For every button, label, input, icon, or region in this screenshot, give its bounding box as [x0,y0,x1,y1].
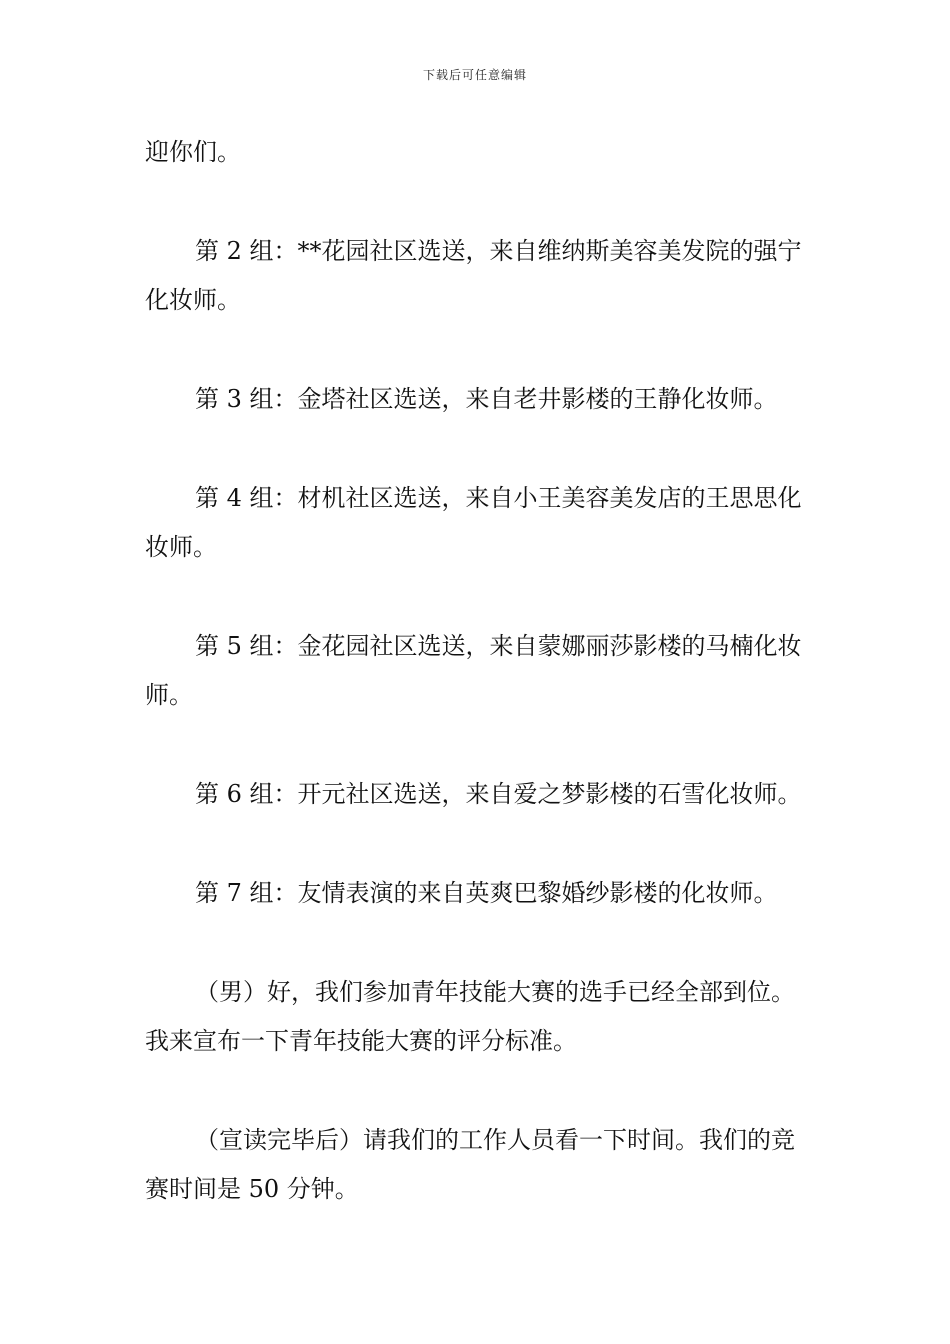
document-body [145,128,810,1264]
page-header-note: 下载后可任意编辑 [422,68,527,82]
paragraph-group-4: 第 4 组：材机社区选送，来自小王美容美发店的王思思化妆师。 [145,484,802,561]
paragraph-group-2: 第 2 组：**花园社区选送，来自维纳斯美容美发院的强宁化妆师。 [145,237,802,314]
paragraph-group-3: 第 3 组：金塔社区选送，来自老井影楼的王静化妆师。 [195,385,778,413]
paragraph-scoring-announcement: （男）好，我们参加青年技能大赛的选手已经全部到位。我来宣布一下青年技能大赛的评分标准。 [145,978,795,1055]
paragraph-group-6: 第 6 组：开元社区选送，来自爱之梦影楼的石雪化妆师。 [195,780,802,808]
paragraph-group-5: 第 5 组：金花园社区选送，来自蒙娜丽莎影楼的马楠化妆师。 [145,632,802,709]
paragraph-continuation: 迎你们。 [145,138,241,166]
paragraph-time-announcement: （宣读完毕后）请我们的工作人员看一下时间。我们的竞赛时间是 50 分钟。 [145,1126,795,1203]
paragraph-group-7: 第 7 组：友情表演的来自英爽巴黎婚纱影楼的化妆师。 [195,879,778,907]
